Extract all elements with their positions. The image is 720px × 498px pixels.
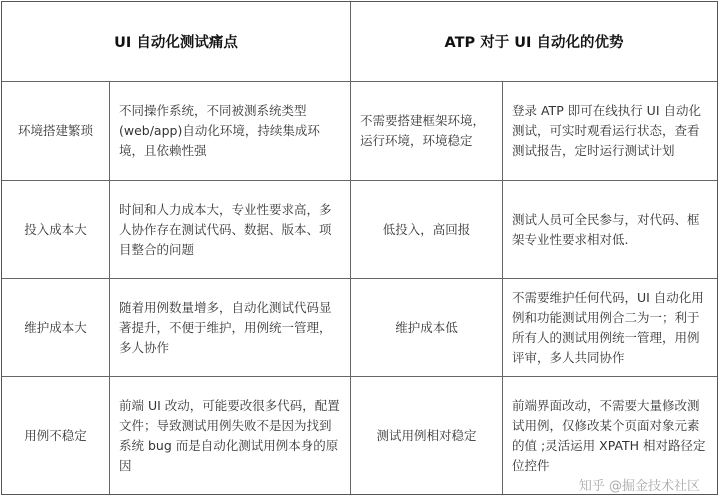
pain-point-text: 随着用例数量增多，自动化测试代码显著提升，不便于维护，用例统一管理，多人协作	[119, 299, 332, 355]
atp-advantage-text: 测试人员可全民参与，对代码、框架专业性要求相对低.	[512, 211, 700, 247]
atp-advantage-text: 不需要维护任何代码，UI 自动化用例和功能测试用例合二为一；利于所有人的测试用例统一管理，用例评审，多人共同协作	[512, 289, 704, 365]
atp-advantage-text: 前端界面改动，不需要大量修改测试用例，仅修改某个页面对象元素的值 ;灵活运用 XPATH 相对路径定位控件	[512, 397, 706, 473]
atp-summary: 低投入，高回报	[382, 221, 471, 237]
atp-summary: 测试用例相对稳定	[376, 427, 477, 443]
atp-summary: 维护成本低	[395, 319, 458, 335]
watermark: 知乎 @掘金技术社区	[578, 479, 700, 494]
pain-point-text: 时间和人力成本大，专业性要求高，多人协作存在测试代码、数据、版本、项目整合的问题	[119, 201, 332, 257]
pain-point-text: 不同操作系统，不同被测系统类型(web/app)自动化环境，持续集成环境，且依赖性强	[119, 103, 320, 158]
row-label: 维护成本大	[24, 319, 87, 335]
row-label: 用例不稳定	[24, 427, 87, 443]
atp-advantage-text: 登录 ATP 即可在线执行 UI 自动化测试，可实时观看运行状态，查看测试报告，定时运行测试计划	[512, 103, 701, 158]
row-label: 投入成本大	[24, 221, 87, 237]
comparison-table	[1, 1, 718, 495]
row-label: 环境搭建繁琐	[17, 123, 93, 138]
pain-point-text: 前端 UI 改动，可能要改很多代码，配置文件；导致测试用例失败不是因为找到系统 bug 而是自动化测试用例本身的原因	[119, 397, 340, 473]
header-pain-points: UI 自动化测试痛点	[114, 35, 238, 51]
atp-summary: 不需要搭建框架环境，运行环境，环境稳定	[360, 113, 486, 148]
header-atp-advantages: ATP 对于 UI 自动化的优势	[444, 35, 624, 51]
